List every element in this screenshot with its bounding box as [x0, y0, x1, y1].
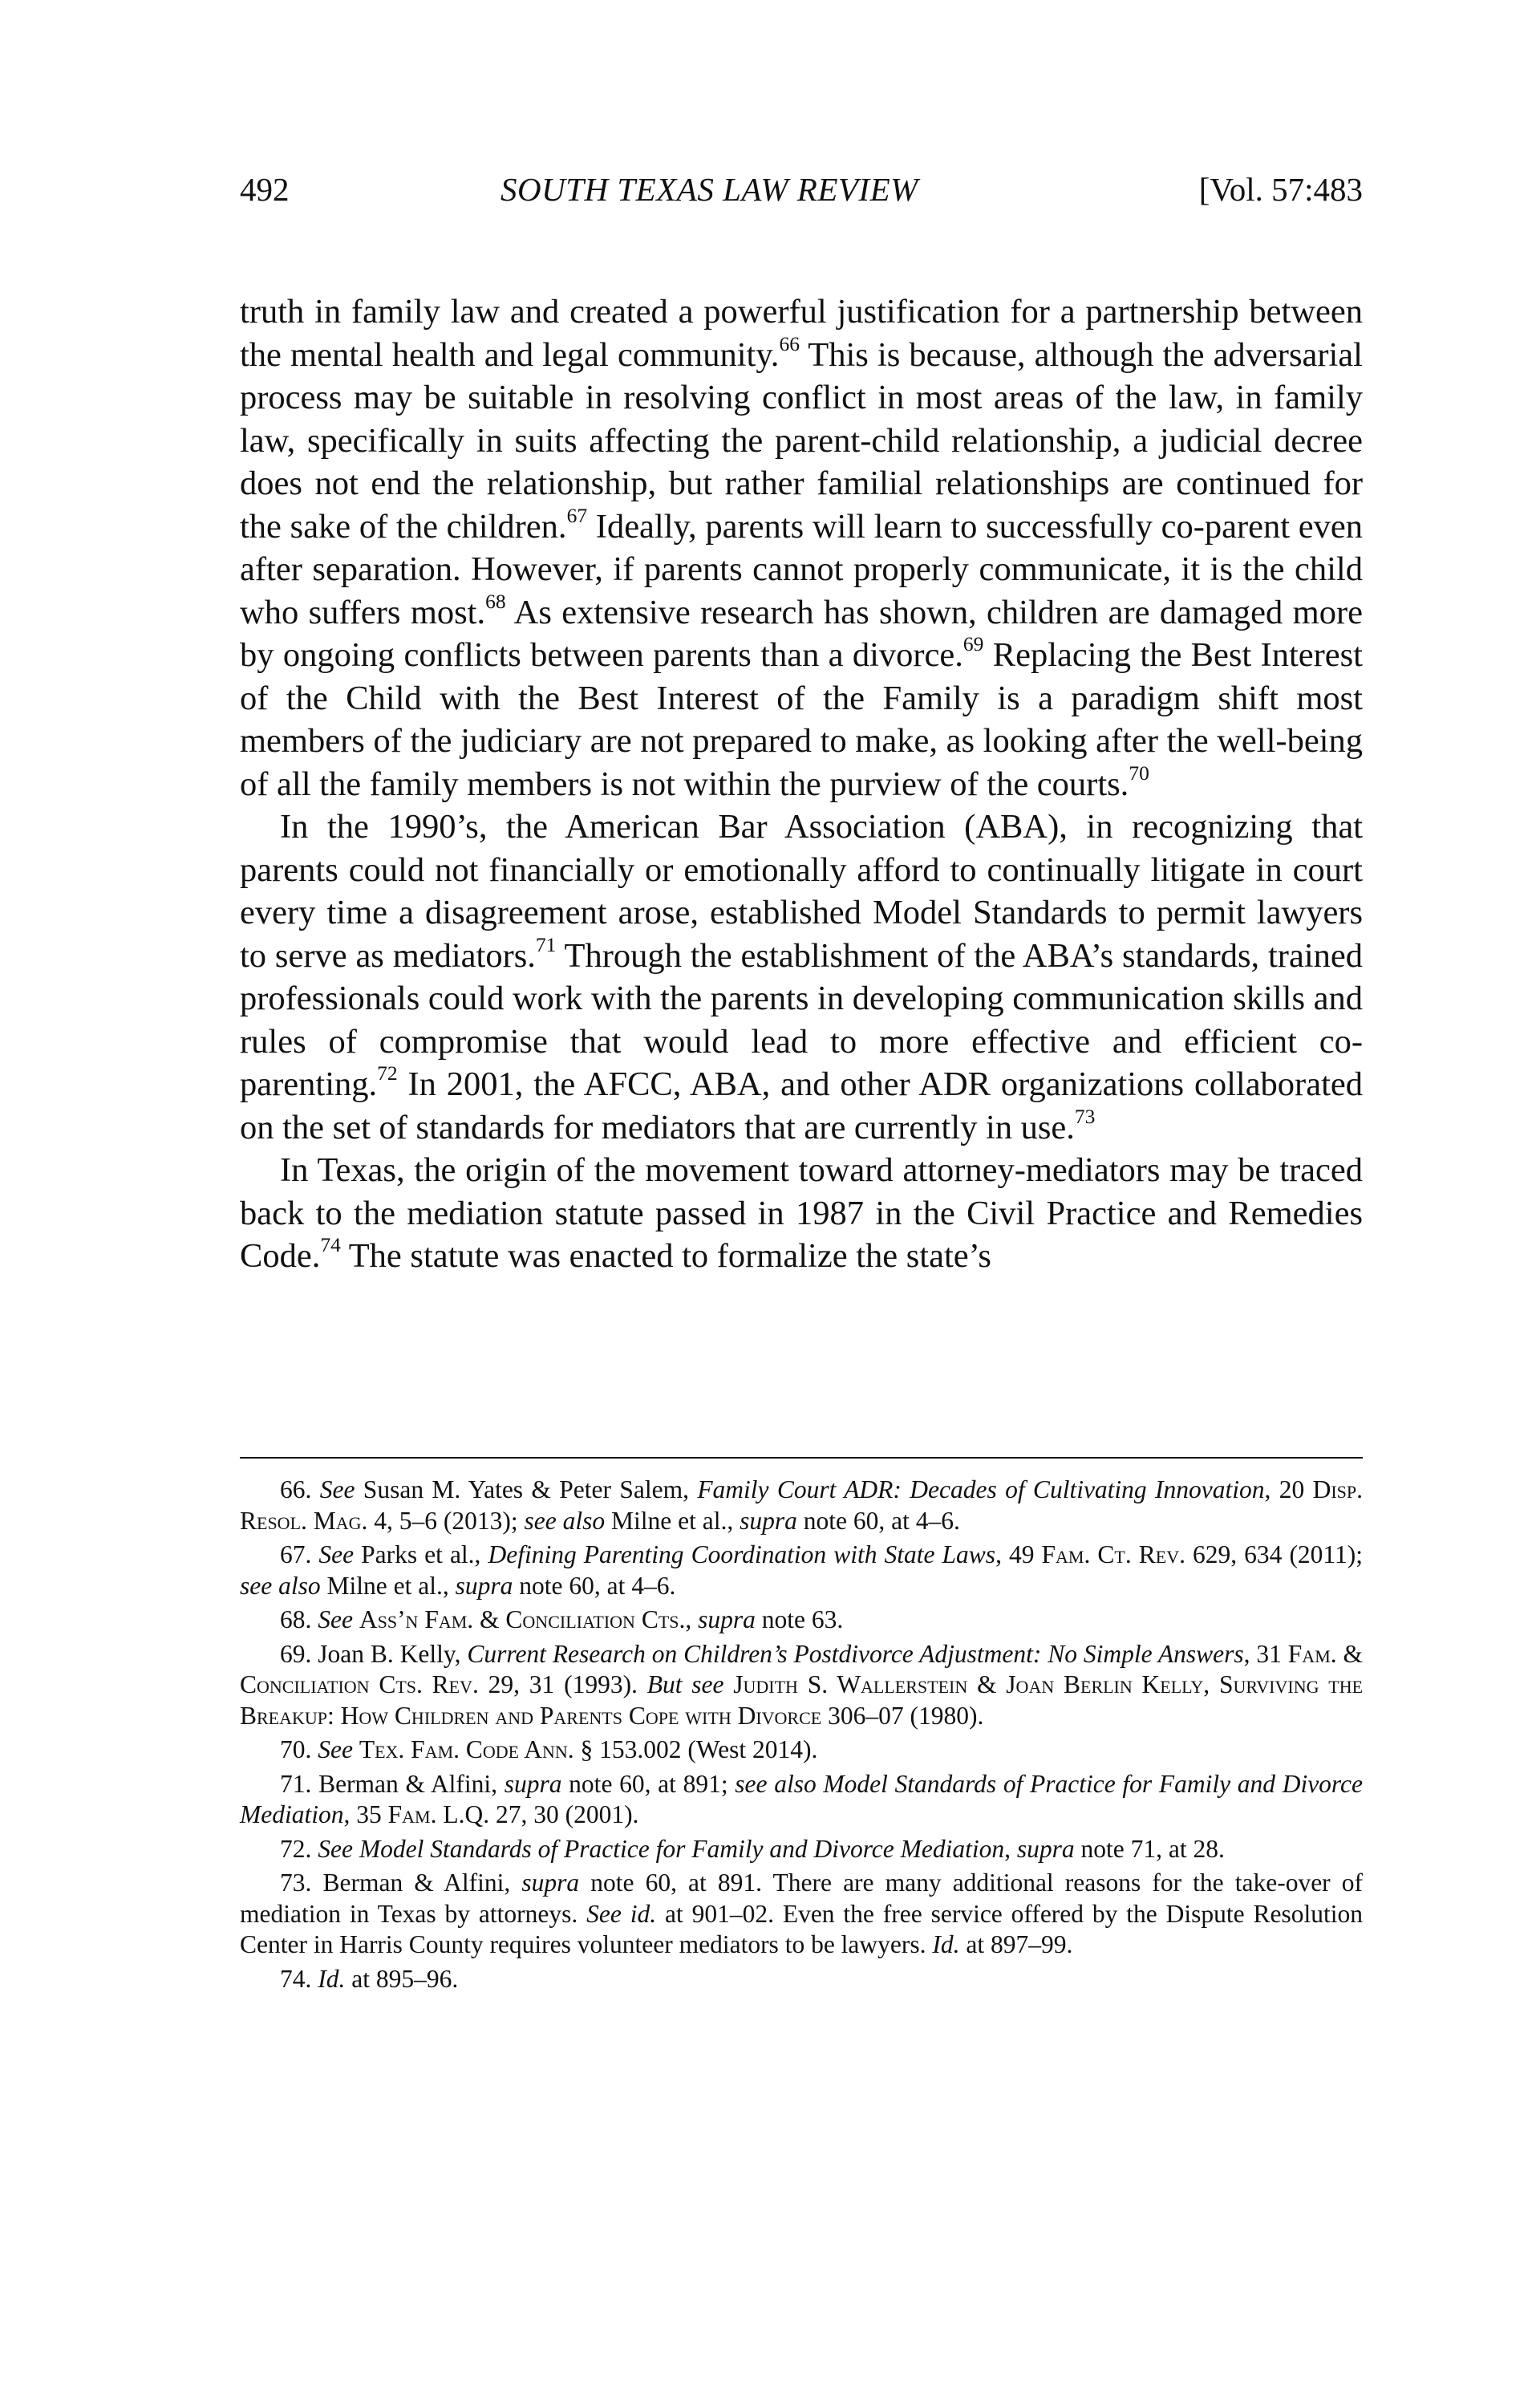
text-run: at 897–99.: [959, 1930, 1073, 1958]
footnote-number: 69.: [280, 1639, 312, 1668]
footnote-72: [240, 1834, 1363, 1865]
footnote-ref-70: 70: [1129, 761, 1149, 785]
text-run: 4, 5–6 (2013);: [367, 1506, 525, 1535]
signal: Id.: [932, 1930, 960, 1958]
footnote-70: [240, 1735, 1363, 1766]
footnote-68: [240, 1605, 1363, 1636]
signal: supra: [521, 1869, 580, 1897]
footnote-number: 67.: [280, 1540, 312, 1568]
text-run: at 901–02. Even the free service offered by the Dispute Resolution Center in Harris County requires volunteer mediators to be lawyers.: [240, 1899, 1363, 1958]
footnote-ref-71: 71: [535, 932, 557, 956]
footnote-ref-72: 72: [377, 1061, 398, 1085]
paragraph-1: [240, 290, 1363, 805]
journal-abbrev: Fam. & Conciliation Cts. Rev.: [240, 1639, 1364, 1698]
signal: see also: [735, 1769, 817, 1798]
signal: see also: [240, 1571, 321, 1600]
footnote-69: [240, 1639, 1363, 1732]
signal: See: [318, 1605, 353, 1633]
text-run: Through the establishment of the ABA’s standards, trained professionals could work with the parents in developing communication skills and rules of compromise that would lead to more effective and efficient co-parenting.: [240, 936, 1363, 1103]
statute-abbrev: Tex. Fam. Code Ann.: [359, 1735, 574, 1763]
paragraph-2: [240, 805, 1363, 1149]
footnote-67: [240, 1540, 1363, 1601]
text-run: truth in family law and created a powerful justification for a partnership between the mental health and legal community.: [240, 293, 1363, 374]
text-run: note 60, at 4–6.: [796, 1506, 960, 1535]
signal: supra: [1016, 1834, 1075, 1863]
text-run: 629, 634 (2011);: [1185, 1540, 1363, 1568]
text-run: In the 1990’s, the American Bar Association (ABA), in recognizing that parents could not financially or emotionally afford to continually litigate in court every time a disagreement arose, established Model Standards to permit lawyers to serve as mediators.: [240, 808, 1363, 975]
signal: supra: [455, 1571, 513, 1600]
footnote-divider: [240, 1457, 1363, 1459]
article-title: Current Research on Children’s Postdivorce Adjustment: No Simple Answers: [467, 1639, 1244, 1668]
page-number: 492: [240, 171, 290, 208]
journal-abbrev: Fam. L.Q.: [387, 1800, 490, 1828]
text-run: at 895–96.: [345, 1964, 459, 1993]
signal: See: [318, 1735, 353, 1763]
text-run: Ideally, parents will learn to successfully co-parent even after separation. However, if parents cannot properly communicate, it is the child who suffers most.: [240, 507, 1364, 631]
text-run: note 60, at 4–6.: [513, 1571, 676, 1600]
footnote-66: [240, 1475, 1363, 1536]
volume-citation: [Vol. 57:483: [1198, 171, 1363, 208]
text-run: Berman & Alfini,: [318, 1769, 505, 1798]
footnote-number: 71.: [280, 1769, 312, 1798]
article-title: Defining Parenting Coordination with State Laws: [488, 1540, 996, 1568]
text-run: , 49: [995, 1540, 1042, 1568]
signal: supra: [504, 1769, 562, 1798]
footnote-number: 68.: [280, 1605, 312, 1633]
footnote-number: 73.: [280, 1869, 312, 1897]
text-run: In Texas, the origin of the movement toward attorney-mediators may be traced back to the mediation statute passed in 1987 in the Civil Practice and Remedies Code.: [240, 1151, 1363, 1275]
text-run: Susan M. Yates & Peter Salem,: [355, 1475, 698, 1503]
text-run: , 31: [1243, 1639, 1288, 1668]
signal: See id.: [586, 1899, 657, 1928]
article-title: Family Court ADR: Decades of Cultivating Innovation: [697, 1475, 1265, 1503]
signal: supra: [698, 1605, 756, 1633]
text-run: Parks et al.,: [354, 1540, 488, 1568]
text-run: , 20: [1264, 1475, 1313, 1503]
source-abbrev: Ass’n Fam. & Conciliation Cts.: [359, 1605, 686, 1633]
text-run: Milne et al.,: [320, 1571, 456, 1600]
text-run: Replacing the Best Interest of the Child with the Best Interest of the Family is a paradigm shift most members of the judiciary are not prepared to make, as looking after the well-being of all the family members is not within the purview of the courts.: [240, 636, 1363, 803]
paragraph-3: [240, 1149, 1363, 1278]
footnote-number: 74.: [280, 1964, 312, 1993]
text-run: note 63.: [755, 1605, 844, 1633]
footnote-74: [240, 1964, 1363, 1995]
signal: see also: [524, 1506, 606, 1535]
signal: Id.: [318, 1964, 346, 1993]
text-run: ,: [685, 1605, 699, 1633]
footnote-ref-66: 66: [779, 331, 800, 355]
text-run: Berman & Alfini,: [322, 1869, 522, 1897]
footnote-number: 72.: [280, 1834, 312, 1863]
footnote-number: 66.: [280, 1475, 312, 1503]
footnote-ref-67: 67: [566, 503, 588, 527]
text-run: § 153.002 (West 2014).: [573, 1735, 818, 1763]
signal: But see: [646, 1670, 724, 1698]
text-run: note 60, at 891. There are many additional reasons for the take-over of mediation in Texas by attorneys.: [240, 1869, 1364, 1928]
footnote-number: 70.: [280, 1735, 312, 1763]
footnotes: [240, 1475, 1363, 1998]
text-run: In 2001, the AFCC, ABA, and other ADR organizations collaborated on the set of standards for mediators that are currently in use.: [240, 1065, 1363, 1146]
text-run: 29, 31 (1993).: [478, 1670, 647, 1698]
journal-title: SOUTH TEXAS LAW REVIEW: [500, 171, 918, 208]
article-title: Model Standards of Practice for Family and Divorce Mediation: [240, 1769, 1363, 1828]
footnote-ref-68: 68: [485, 589, 506, 613]
text-run: note 60, at 891;: [561, 1769, 736, 1798]
book-citation: Judith S. Wallerstein & Joan Berlin Kelly, Surviving the Breakup: How Children and Parents Cope with Divorce: [240, 1670, 1364, 1730]
signal: supra: [740, 1506, 797, 1535]
text-run: This is because, although the adversarial process may be suitable in resolving conflict in most areas of the law, in family law, specifically in suits affecting the parent-child relationship, a judicial decree does not end the relationship, but rather familial relationships are continued for the sake of the children.: [240, 335, 1363, 546]
signal: See: [318, 1834, 353, 1863]
text-run: Joan B. Kelly,: [318, 1639, 468, 1668]
signal: See: [318, 1540, 355, 1568]
main-text: [240, 290, 1363, 1278]
running-header: [240, 170, 1363, 218]
text-run: The statute was enacted to formalize the state’s: [340, 1237, 991, 1275]
footnote-71: [240, 1769, 1363, 1831]
signal: See: [319, 1475, 355, 1503]
footnote-ref-73: 73: [1074, 1104, 1096, 1128]
journal-abbrev: Disp. Resol. Mag.: [240, 1475, 1364, 1535]
text-run: 306–07 (1980).: [821, 1701, 984, 1730]
text-run: Milne et al.,: [605, 1506, 740, 1535]
footnote-73: [240, 1868, 1363, 1961]
text-run: , 35: [343, 1800, 388, 1828]
text-run: 27, 30 (2001).: [489, 1800, 639, 1828]
text-run: As extensive research has shown, children are damaged more by ongoing conflicts between parents than a divorce.: [240, 593, 1363, 674]
text-run: ,: [1004, 1834, 1017, 1863]
article-title: Model Standards of Practice for Family and Divorce Mediation: [359, 1834, 1005, 1863]
footnote-ref-69: 69: [962, 631, 984, 655]
journal-abbrev: Fam. Ct. Rev.: [1041, 1540, 1185, 1568]
text-run: note 71, at 28.: [1074, 1834, 1225, 1863]
footnote-ref-74: 74: [320, 1232, 341, 1256]
